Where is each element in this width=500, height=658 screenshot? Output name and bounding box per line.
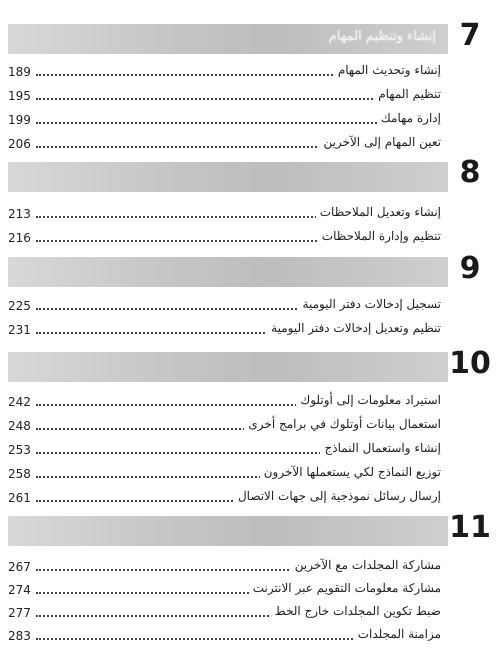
entry-title: مشاركة المجلدات مع الآخرين [291,558,441,572]
toc-entry[interactable] [8,440,441,462]
page-number: 261 [8,491,31,505]
chapter-banner [8,24,448,54]
chapter-number: 10 [449,346,491,381]
toc-entry[interactable] [8,296,441,318]
toc-entry[interactable] [8,228,441,250]
page-number: 195 [8,89,31,103]
entry-title: إنشاء وتعديل الملاحظات [316,205,441,219]
chapter-number: 8 [459,155,481,190]
page-number: 277 [8,606,31,620]
toc-entry[interactable] [8,557,441,579]
entry-title: إرسال رسائل نموذجية إلى جهات الاتصال [234,489,441,503]
page-number: 231 [8,323,31,337]
chapter-title: إنشاء وتنظيم المهام [328,29,436,44]
toc-entry[interactable] [8,392,441,414]
entry-title: ضبط تكوين المجلدات خارج الخط [271,604,441,618]
entry-title: إنشاء وتحديث المهام [334,63,441,77]
toc-entry[interactable] [8,134,441,156]
entry-title: تعين المهام إلى الآخرين [319,135,441,149]
entry-title: إدارة مهامك [377,111,441,125]
toc-entry[interactable] [8,488,441,510]
page-number: 248 [8,419,31,433]
page-number: 242 [8,395,31,409]
entry-title: مشاركة معلومات التقويم عبر الانترنت [249,581,441,595]
page-number: 213 [8,207,31,221]
chapter-banner [8,516,448,546]
toc-entry[interactable] [8,320,441,342]
toc-entry[interactable] [8,416,441,438]
entry-title: إنشاء واستعمال النماذج [320,441,441,455]
entry-title: توزيع النماذج لكي يستعملها الآخرون [260,465,441,479]
page-number: 206 [8,137,31,151]
chapter-banner [8,352,448,382]
toc-entry[interactable] [8,603,441,625]
toc-entry[interactable] [8,464,441,486]
toc-entry[interactable] [8,62,441,84]
toc-entry[interactable] [8,86,441,108]
page-number: 216 [8,231,31,245]
entry-title: استعمال بيانات أوتلوك في برامج أخرى [244,417,441,431]
chapter-number: 11 [449,510,491,545]
page-number: 274 [8,583,31,597]
page-number: 283 [8,629,31,643]
entry-title: تنظيم وإدارة الملاحظات [318,229,441,243]
page-number: 253 [8,443,31,457]
toc-entry[interactable] [8,204,441,226]
page-number: 258 [8,467,31,481]
toc-entry[interactable] [8,626,441,648]
chapter-banner [8,162,448,192]
entry-title: تسجيل إدخالات دفتر اليومية [299,297,441,311]
chapter-number: 9 [459,251,481,286]
entry-title: استيراد معلومات إلى أوتلوك [296,393,441,407]
entry-title: مزامنة المجلدات [354,627,441,641]
page-number: 267 [8,560,31,574]
entry-title: تنظيم وتعديل إدخالات دفتر اليومية [267,321,441,335]
entry-title: تنظيم المهام [374,87,441,101]
toc-entry[interactable] [8,110,441,132]
page-number: 189 [8,65,31,79]
toc-entry[interactable] [8,580,441,602]
page-number: 199 [8,113,31,127]
chapter-number: 7 [459,18,481,53]
page-number: 225 [8,299,31,313]
chapter-banner [8,257,448,287]
